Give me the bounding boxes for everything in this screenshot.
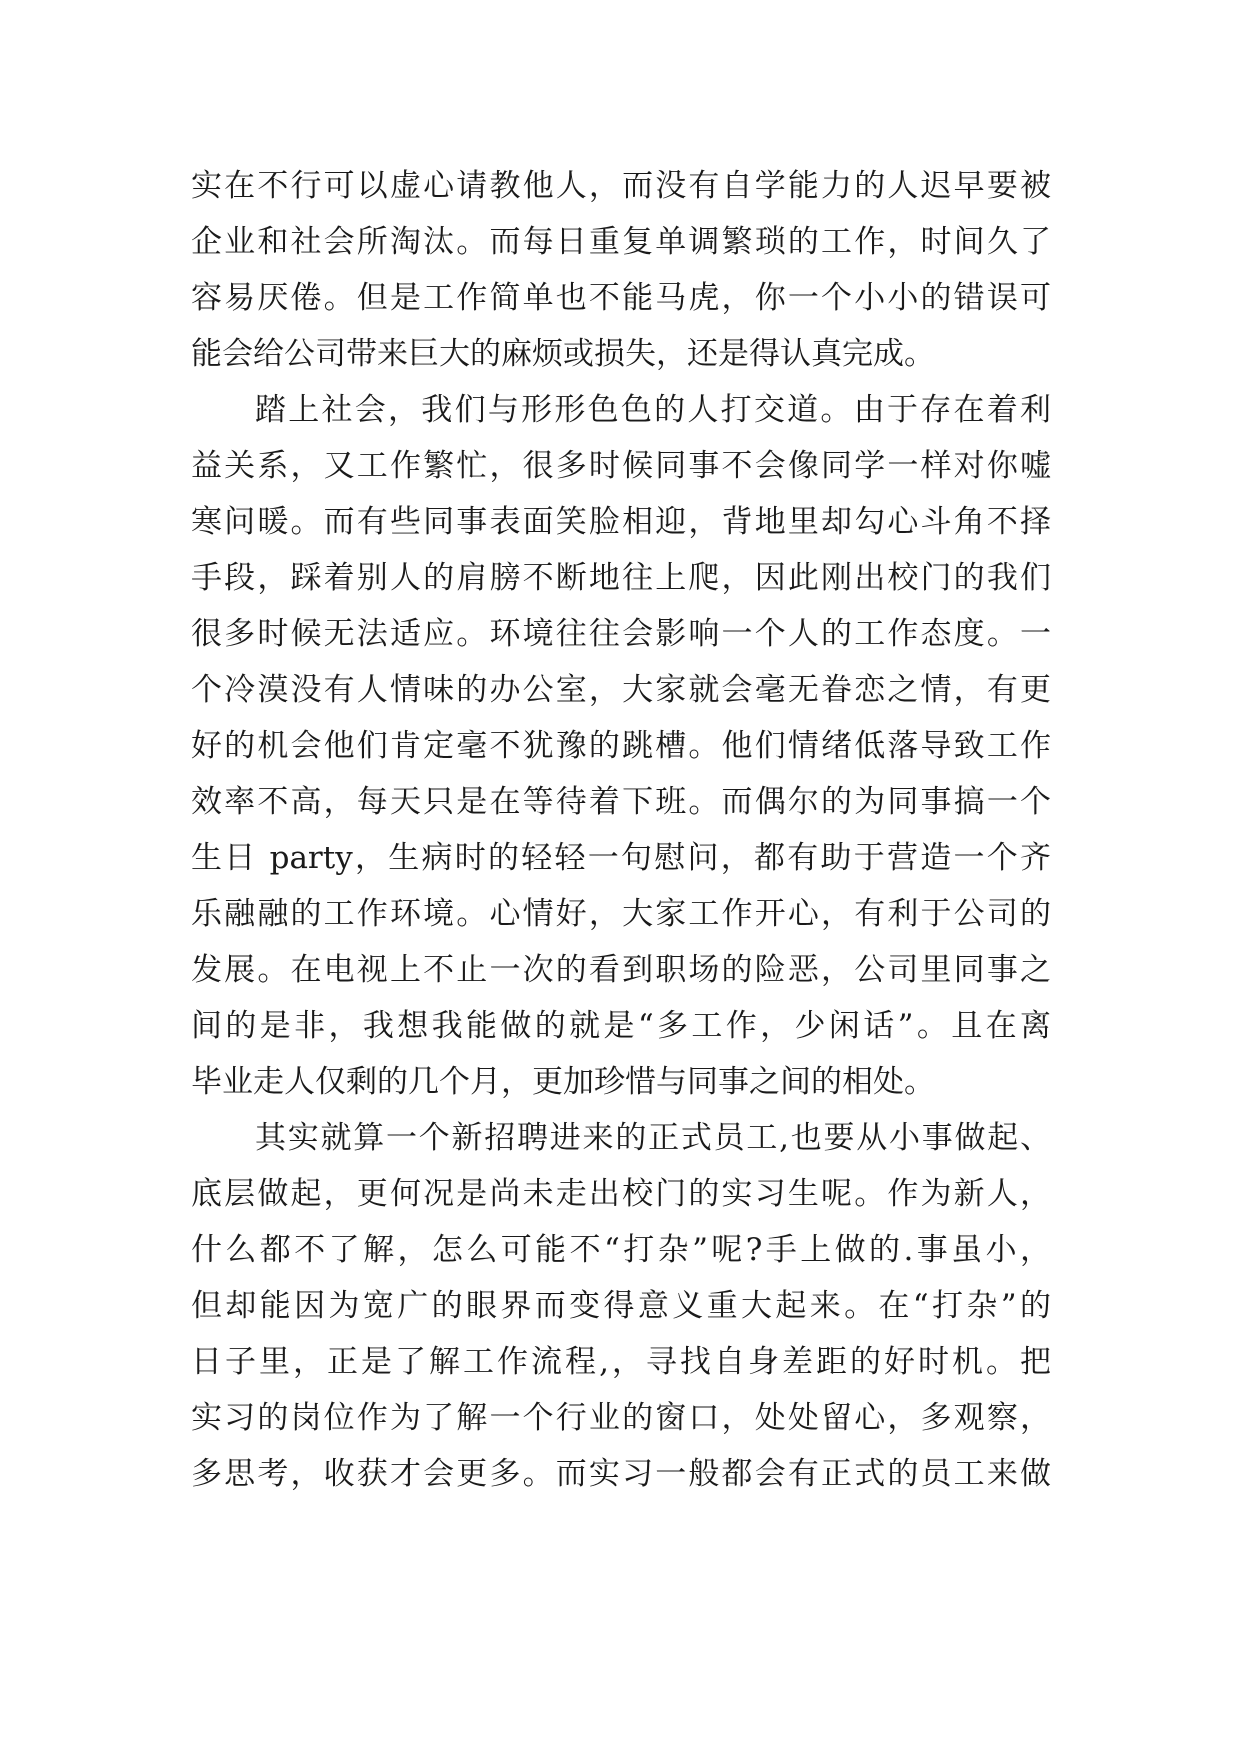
text-line: 好的机会他们肯定毫不犹豫的跳槽。他们情绪低落导致工作 (191, 728, 1051, 764)
text-line: 能会给公司带来巨大的麻烦或损失，还是得认真完成。 (191, 336, 935, 372)
text-line: 踏上社会，我们与形形色色的人打交道。由于存在着利 (255, 392, 1051, 428)
paragraph-1 (191, 158, 1051, 382)
text-line: 但却能因为宽广的眼界而变得意义重大起来。在“打杂”的 (191, 1288, 1051, 1324)
text-line: 手段，踩着别人的肩膀不断地往上爬，因此刚出校门的我们 (191, 560, 1051, 596)
text-line: 效率不高，每天只是在等待着下班。而偶尔的为同事搞一个 (191, 784, 1051, 820)
text-line: 实习的岗位作为了解一个行业的窗口，处处留心，多观察， (191, 1400, 1051, 1436)
text-line: 寒问暖。而有些同事表面笑脸相迎，背地里却勾心斗角不择 (191, 504, 1051, 540)
text-line: 底层做起，更何况是尚未走出校门的实习生呢。作为新人， (191, 1176, 1051, 1212)
document-body (191, 158, 1051, 1502)
text-line: 发展。在电视上不止一次的看到职场的险恶，公司里同事之 (191, 952, 1051, 988)
text-line: 其实就算一个新招聘进来的正式员工,也要从小事做起、 (255, 1120, 1051, 1156)
text-line: 生日 party，生病时的轻轻一句慰问，都有助于营造一个齐 (191, 840, 1051, 876)
text-line: 企业和社会所淘汰。而每日重复单调繁琐的工作，时间久了 (191, 224, 1051, 260)
text-line: 什么都不了解，怎么可能不“打杂”呢?手上做的.事虽小， (191, 1232, 1051, 1268)
text-line: 容易厌倦。但是工作简单也不能马虎，你一个小小的错误可 (191, 280, 1051, 316)
text-line: 益关系，又工作繁忙，很多时候同事不会像同学一样对你嘘 (191, 448, 1051, 484)
text-line: 日子里，正是了解工作流程,，寻找自身差距的好时机。把 (191, 1344, 1051, 1380)
paragraph-3 (191, 1110, 1051, 1502)
text-line: 毕业走人仅剩的几个月，更加珍惜与同事之间的相处。 (191, 1064, 935, 1100)
text-line: 个冷漠没有人情味的办公室，大家就会毫无眷恋之情，有更 (191, 672, 1051, 708)
text-line: 多思考，收获才会更多。而实习一般都会有正式的员工来做 (191, 1456, 1051, 1492)
text-line: 间的是非，我想我能做的就是“多工作，少闲话”。且在离 (191, 1008, 1051, 1044)
paragraph-2 (191, 382, 1051, 1110)
text-line: 实在不行可以虚心请教他人，而没有自学能力的人迟早要被 (191, 168, 1051, 204)
text-line: 很多时候无法适应。环境往往会影响一个人的工作态度。一 (191, 616, 1051, 652)
text-line: 乐融融的工作环境。心情好，大家工作开心，有利于公司的 (191, 896, 1051, 932)
